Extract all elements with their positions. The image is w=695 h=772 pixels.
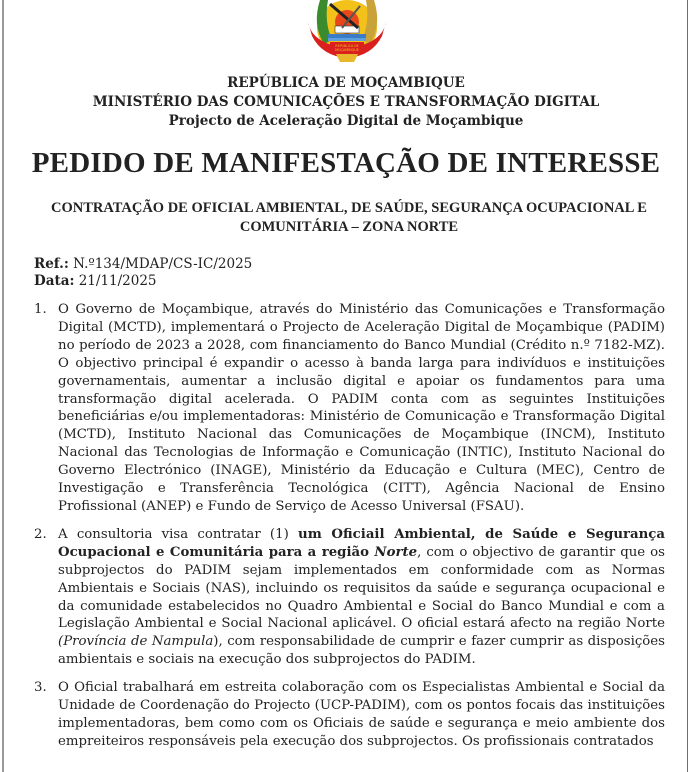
header-project: Projecto de Aceleração Digital de Moçambique — [168, 113, 524, 129]
paragraph-text-bold: um Oficiail Ambiental, de Saúde e Segurança Ocupacional e Comunitária para a região — [58, 526, 665, 560]
date-line — [34, 273, 252, 290]
paragraph-text-mid: , com o objectivo de garantir que os subprojectos do PADIM sejam implementados em conformidade com as Normas Ambientais e Sociais (NAS), incluindo os requisitos da saúde e segurança ocupacional e da comunidade estabelecidos no Quadro Ambiental e Social do Banco Mundial e com a Legislação Ambiental e Social Nacional aplicável. O oficial estará afecto na região Norte — [58, 544, 665, 632]
coat-of-arms-emblem — [302, 0, 392, 64]
reference-block — [34, 256, 252, 290]
paragraph-number: 1. — [34, 302, 47, 317]
header-block — [4, 74, 688, 131]
date-label: Data: — [34, 273, 75, 289]
paragraph-number: 2. — [34, 526, 47, 542]
paragraph-number: 3. — [34, 680, 47, 696]
paragraph-text-italic: (Província de Nampula — [58, 634, 214, 650]
ref-label: Ref.: — [34, 256, 69, 272]
ref-value: N.º134/MDAP/CS-IC/2025 — [68, 256, 253, 272]
paragraph-3 — [34, 679, 665, 751]
paragraph-text: O Oficial trabalhará em estreita colaboração com os Especialistas Ambiental e Social da Unidade de Coordenação do Projecto (UCP-PADIM), com os pontos focais das instituições implementadoras, bem como com os Oficiais de saúde e segurança e meio ambiente dos empreiteiros responsáveis pela execução dos subprojectos. Os profissionais contratados — [58, 680, 665, 749]
date-value: 21/11/2025 — [74, 273, 157, 289]
header-ministry: MINISTÉRIO DAS COMUNICAÇÕES E TRANSFORMAÇÃO DIGITAL — [92, 94, 600, 110]
svg-text:MOÇAMBIQUE: MOÇAMBIQUE — [335, 48, 359, 52]
paragraph-text-pre: A consultoria visa contratar (1) — [58, 526, 299, 542]
paragraph-text: O Governo de Moçambique, através do Ministério das Comunicações e Transformação Digital (MCTD), implementará o Projecto de Aceleração Digital de Moçambique (PADIM) no período de 2023 a 2028, com financiamento do Banco Mundial (Crédito n.º 7182-MZ). O objectivo principal é expandir o acesso à banda larga para indivíduos e instituições governamentais, aumentar a inclusão digital e apoiar os fundamentos para uma transformação digital acelerada. O PADIM conta com as seguintes Instituições beneficiárias e/ou implementadoras: Ministério de Comunicação e Transformação Digital (MCTD), Instituto Nacional das Comunicações de Moçambique (INCM), Instituto Nacional das Tecnologias de Informação e Comunicação (INTIC), Instituto Nacional do Governo Electrónico (INAGE), Ministério da Educação e Cultura (MEC), Centro de Investigação e Transferência Tecnológica (CITT), Agência Nacional de Ensino Profissional (ANEP) e Fundo de Serviço de Acesso Universal (FSAU). — [58, 302, 665, 514]
document-subtitle: CONTRATAÇÃO DE OFICIAL AMBIENTAL, DE SAÚDE, SEGURANÇA OCUPACIONAL E COMUNITÁRIA – ZONA NORTE — [51, 200, 647, 235]
reference-line — [34, 256, 252, 273]
document-page — [2, 0, 688, 772]
svg-text:REPÚBLICA DE: REPÚBLICA DE — [335, 44, 359, 48]
document-title: PEDIDO DE MANIFESTAÇÃO DE INTERESSE — [31, 147, 661, 179]
paragraph-2 — [34, 526, 665, 669]
paragraph-text-bold-italic: Norte — [374, 544, 418, 560]
paragraph-1 — [34, 301, 665, 516]
numbered-paragraphs — [34, 301, 665, 761]
paragraph-text-post: ), com responsabilidade de cumprir e fazer cumprir as disposições ambientais e sociais na execução dos subprojectos do PADIM. — [58, 634, 665, 668]
header-republic: REPÚBLICA DE MOÇAMBIQUE — [227, 75, 465, 91]
